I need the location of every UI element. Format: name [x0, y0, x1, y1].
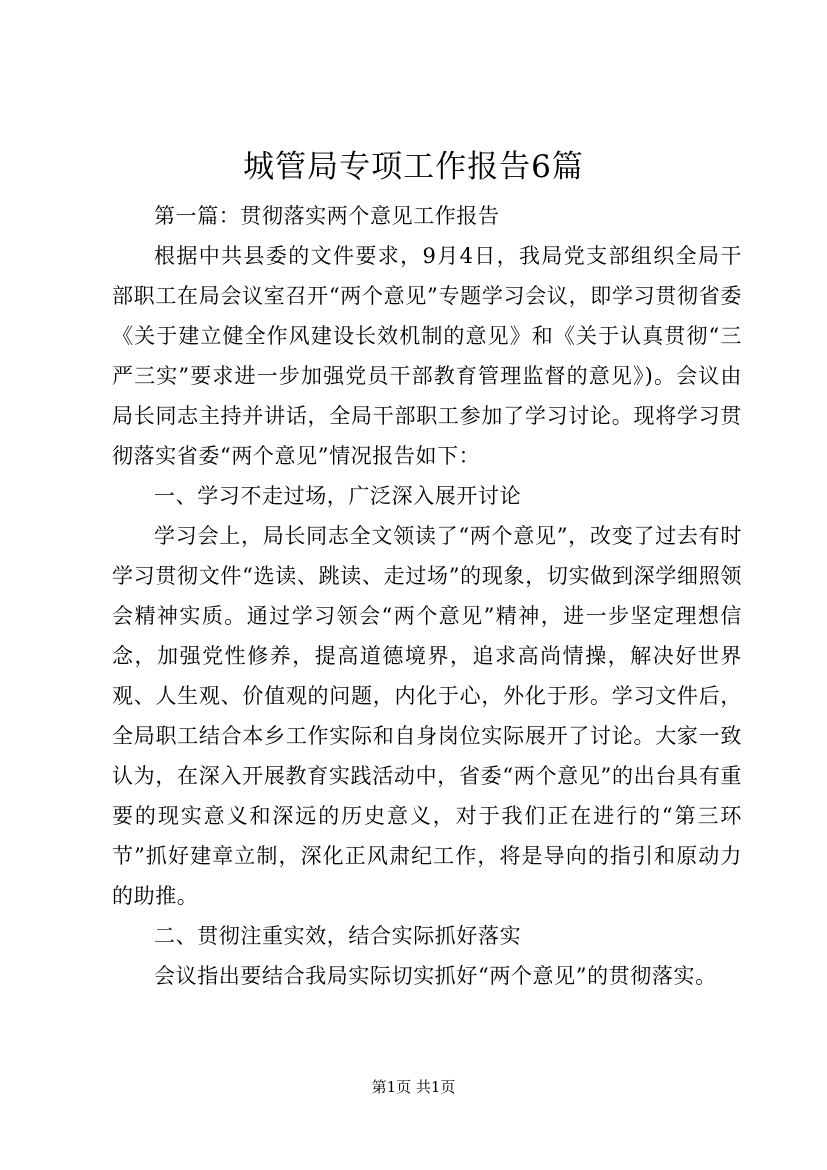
- document-title: 城管局专项工作报告6篇: [243, 149, 584, 185]
- body-paragraph: 会议指出要结合我局实际切实抓好“两个意见”的贯彻落实。: [154, 964, 717, 988]
- body-paragraph: 根据中共县委的文件要求，9月4日，我局党支部组织全局干部职工在局会议室召开“两个意见”专题学习会议，即学习贯彻省委《关于建立健全作风建设长效机制的意见》和《关于认真贯彻“三严三实”要求进一步加强党员干部教育管理监督的意见》)。会议由局长同志主持并讲话，全局干部职工参加了学习讨论。现将学习贯彻落实省委“两个意见”情况报告如下：: [112, 244, 742, 468]
- document-body: [112, 196, 742, 996]
- section-heading: 第一篇：贯彻落实两个意见工作报告: [154, 204, 500, 228]
- section-heading: 一、学习不走过场，广泛深入展开讨论: [154, 484, 522, 508]
- body-paragraph: 学习会上，局长同志全文领读了“两个意见”，改变了过去有时学习贯彻文件“选读、跳读、走过场”的现象，切实做到深学细照领会精神实质。通过学习领会“两个意见”精神，进一步坚定理想信念，加强党性修养，提高道德境界，追求高尚情操，解决好世界观、人生观、价值观的问题，内化于心，外化于形。学习文件后，全局职工结合本乡工作实际和自身岗位实际展开了讨论。大家一致认为，在深入开展教育实践活动中，省委“两个意见”的出台具有重要的现实意义和深远的历史意义，对于我们正在进行的“第三环节”抓好建章立制，深化正风肃纪工作，将是导向的指引和原动力的助推。: [112, 524, 742, 908]
- page-footer: 第1页 共1页: [371, 1078, 456, 1096]
- section-heading: 二、贯彻注重实效，结合实际抓好落实: [154, 924, 522, 948]
